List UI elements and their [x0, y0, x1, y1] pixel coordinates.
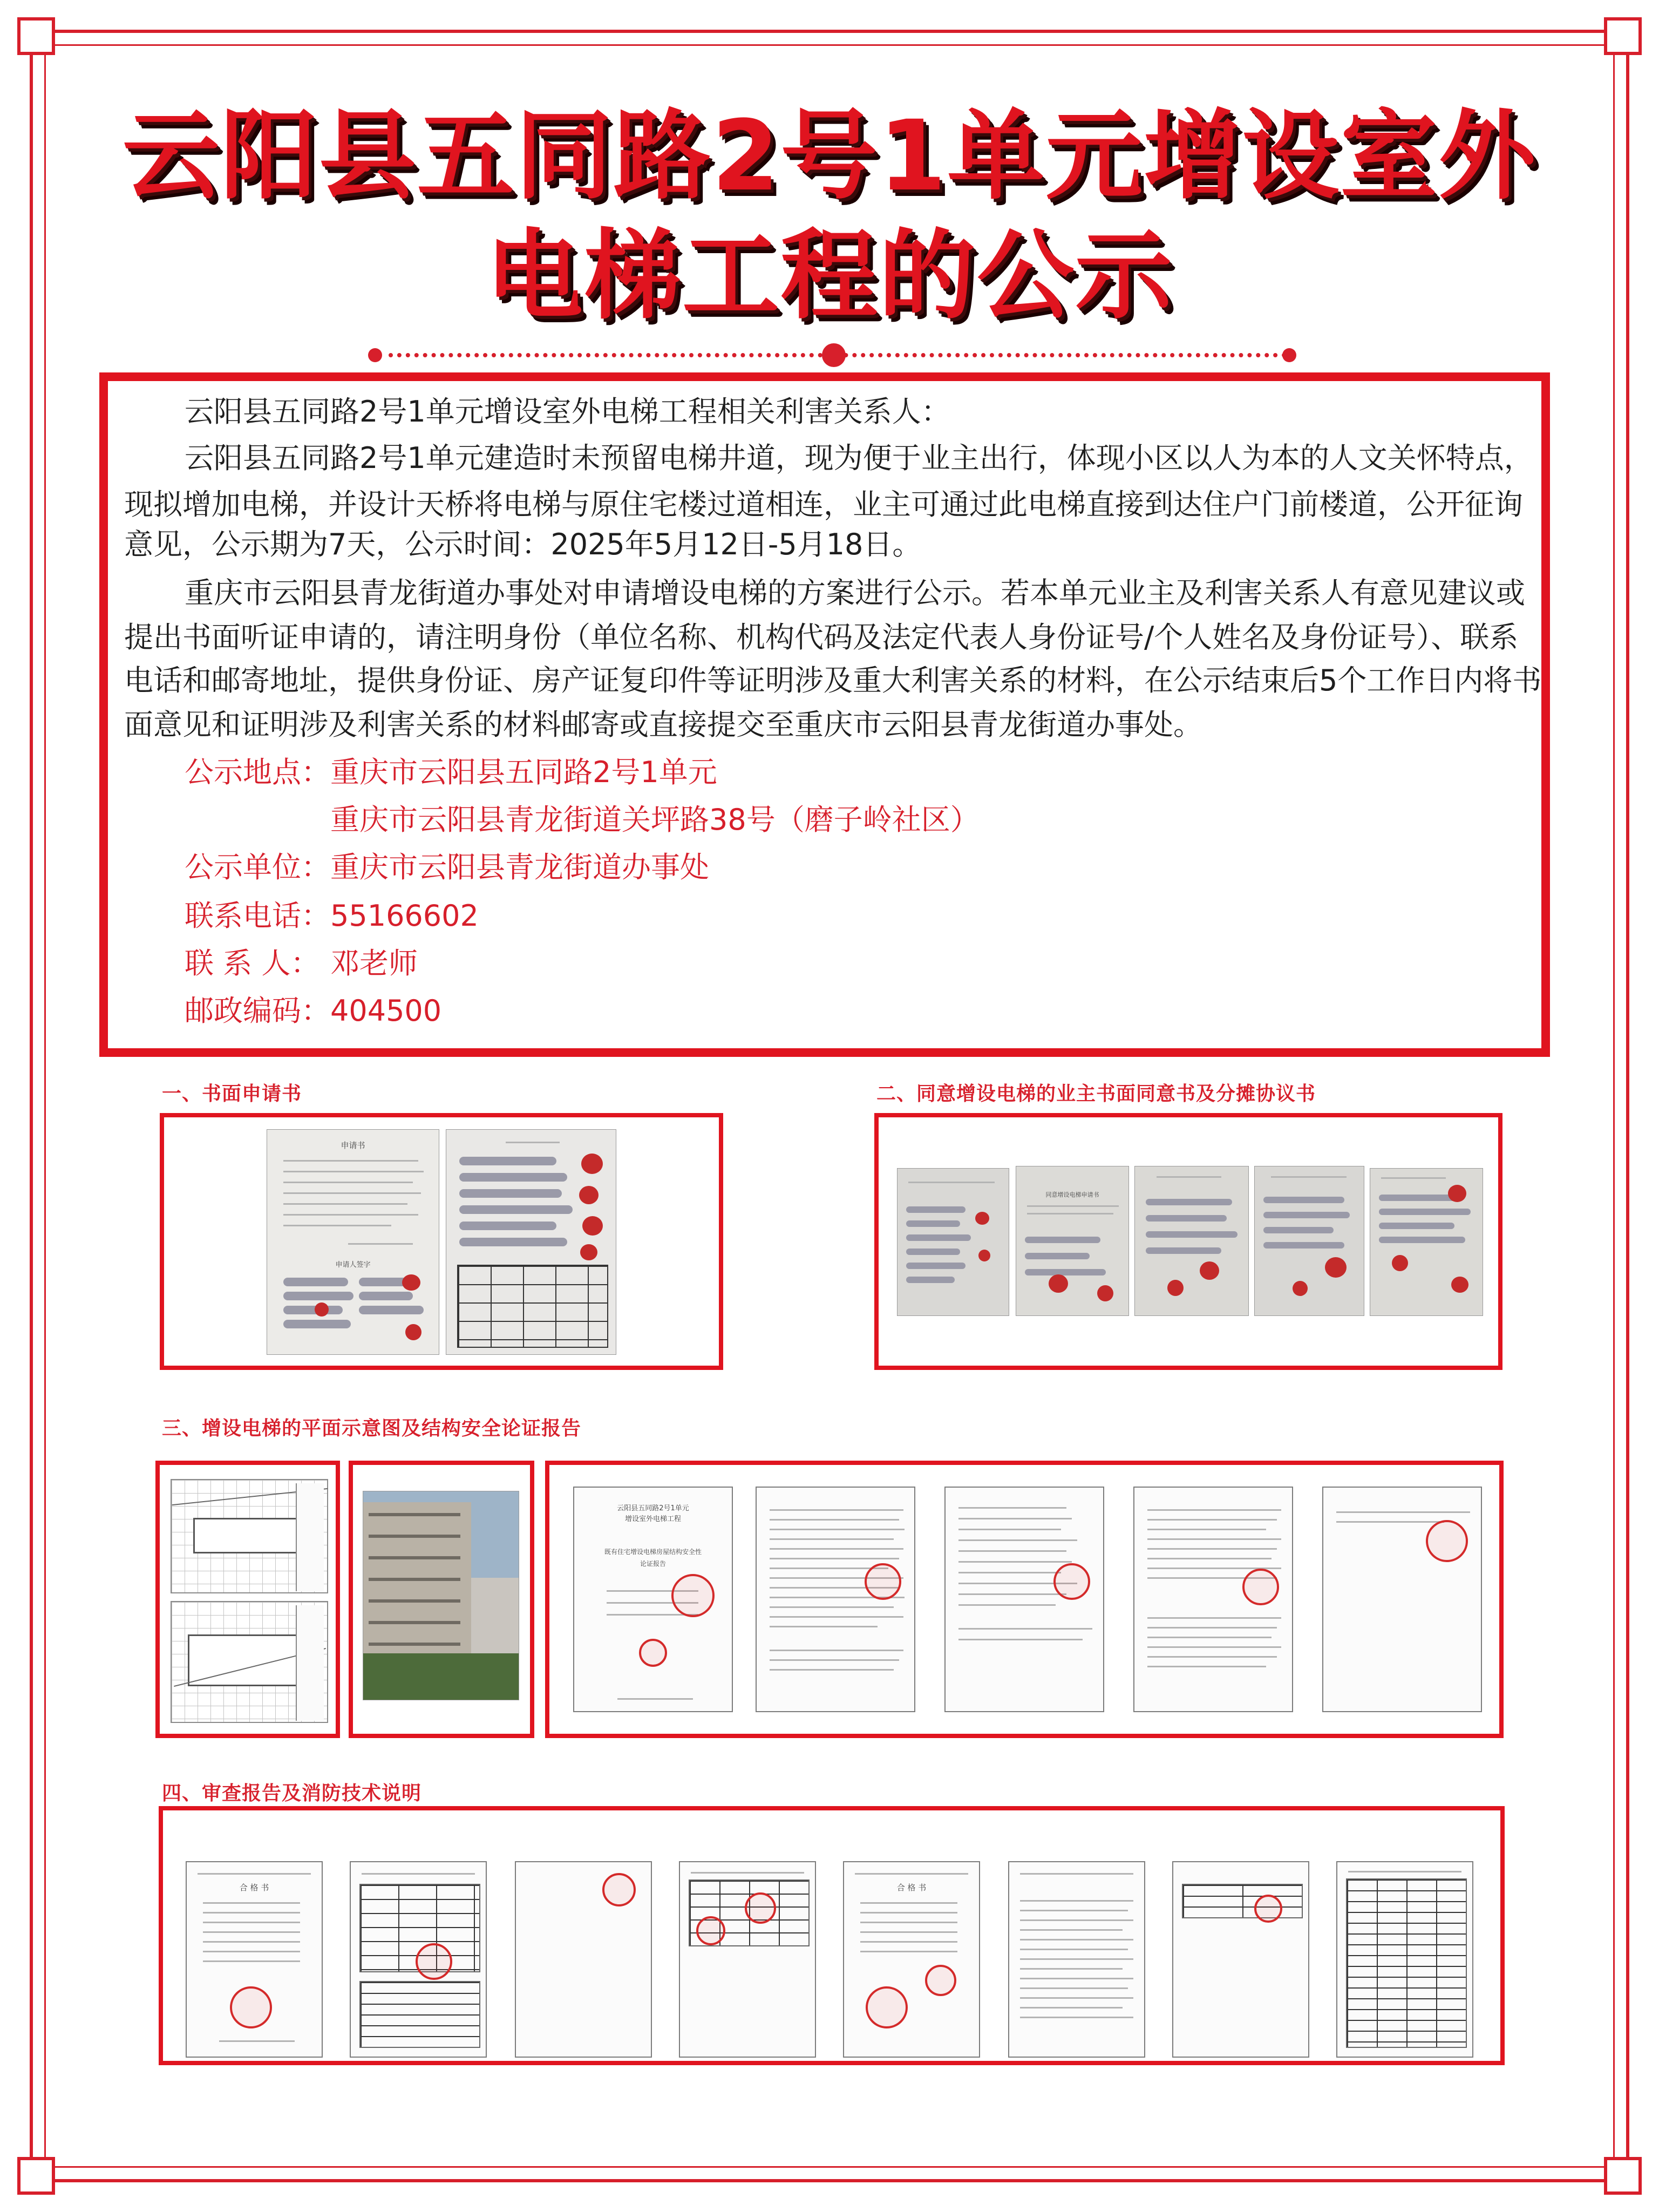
notice-paragraph-2-line: 重庆市云阳县青龙街道办事处对申请增设电梯的方案进行公示。若本单元业主及利害关系人有意见建议或 — [185, 576, 1525, 610]
notice-paragraph-1-line: 云阳县五同路2号1单元建造时未预留电梯井道，现为便于业主出行，体现小区以人为本的人文关怀特点， — [185, 441, 1533, 475]
contact-value: 邓老师 — [330, 946, 418, 980]
application-letter-image — [267, 1129, 439, 1355]
owner-consent-image — [897, 1168, 1009, 1316]
structural-report-page — [1322, 1487, 1482, 1712]
notice-paragraph-2-line: 电话和邮寄地址，提供身份证、房产证复印件等证明涉及重大利害关系的材料，在公示结束后5个工作日内将书 — [124, 663, 1542, 697]
application-letter-title: 申请书 — [341, 1141, 365, 1150]
section-1-panel — [160, 1113, 723, 1370]
divider-dot — [1282, 348, 1296, 362]
structural-report-page — [1133, 1487, 1293, 1712]
notice-paragraph-2-line: 提出书面听证申请的，请注明身份（单位名称、机构代码及法定代表人身份证号/个人姓名及身份证号）、联系 — [124, 620, 1519, 654]
signature-list-title: 申请人签字 — [335, 1261, 371, 1269]
frame-corner — [1604, 2157, 1642, 2195]
frame-corner — [1604, 17, 1642, 55]
owner-consent-image — [1016, 1166, 1129, 1316]
owner-consent-image — [1134, 1166, 1249, 1316]
review-form-page — [350, 1861, 487, 2058]
contact-label: 联 系 人： — [185, 946, 320, 980]
unit-label: 公示单位： — [185, 850, 330, 884]
floor-plan-image — [171, 1601, 328, 1723]
notice-addressee: 云阳县五同路2号1单元增设室外电梯工程相关利害关系人： — [185, 395, 950, 429]
section-2-heading: 二、同意增设电梯的业主书面同意书及分摊协议书 — [876, 1083, 1316, 1105]
divider-dot — [822, 343, 846, 367]
postcode-value: 404500 — [330, 994, 442, 1028]
page-title-line1: 云阳县五同路2号1单元增设室外 — [122, 100, 1537, 213]
location-label: 公示地点： — [185, 755, 330, 789]
notice-paragraph-1-line: 意见，公示期为7天，公示时间：2025年5月12日-5月18日。 — [124, 527, 922, 561]
divider-dot — [368, 348, 382, 362]
certificate-title: 合 格 书 — [239, 1883, 269, 1892]
report-project: 增设室外电梯工程 — [624, 1515, 681, 1523]
notice-paragraph-1-line: 现拟增加电梯，并设计天桥将电梯与原住宅楼过道相连，业主可通过此电梯直接到达住户门前楼道，公开征询 — [124, 487, 1523, 521]
section-3-heading: 三、增设电梯的平面示意图及结构安全论证报告 — [162, 1417, 582, 1440]
fire-table-page — [1172, 1861, 1309, 2058]
fire-summary-page — [1336, 1861, 1473, 2058]
structural-report-page — [944, 1487, 1104, 1712]
report-unit: 云阳县五同路2号1单元 — [617, 1504, 689, 1512]
postcode-label: 邮政编码： — [185, 994, 330, 1028]
unit-value: 重庆市云阳县青龙街道办事处 — [330, 850, 709, 884]
agreement-title: 同意增设电梯申请书 — [1045, 1191, 1099, 1198]
phone-value: 55166602 — [330, 899, 479, 933]
page-title-line2: 电梯工程的公示 — [485, 220, 1173, 333]
structural-report-cover — [573, 1487, 733, 1712]
section-4-heading: 四、审查报告及消防技术说明 — [162, 1782, 422, 1804]
section-1-heading: 一、书面申请书 — [162, 1083, 302, 1105]
frame-corner — [17, 2157, 55, 2195]
fire-certificate-page — [843, 1861, 980, 2058]
owner-consent-image — [1370, 1168, 1483, 1316]
signature-sheet-image — [446, 1129, 616, 1355]
review-table-page — [679, 1861, 816, 2058]
building-photo — [363, 1491, 519, 1700]
frame-corner — [17, 17, 55, 55]
location-value-1: 重庆市云阳县五同路2号1单元 — [330, 755, 717, 789]
notice-paragraph-2-line: 面意见和证明涉及利害关系的材料邮寄或直接提交至重庆市云阳县青龙街道办事处。 — [124, 708, 1202, 742]
fire-description-page — [1008, 1861, 1145, 2058]
structural-report-page — [756, 1487, 915, 1712]
review-blank-page — [515, 1861, 652, 2058]
site-plan-image — [171, 1479, 328, 1593]
review-certificate-page — [186, 1861, 323, 2058]
location-value-2: 重庆市云阳县青龙街道关坪路38号（磨子岭社区） — [330, 803, 980, 837]
report-subtitle: 论证报告 — [640, 1560, 666, 1568]
phone-label: 联系电话： — [185, 899, 330, 933]
certificate-title: 合 格 书 — [896, 1883, 927, 1892]
owner-consent-image — [1254, 1166, 1364, 1316]
report-name: 既有住宅增设电梯房屋结构安全性 — [604, 1548, 702, 1556]
